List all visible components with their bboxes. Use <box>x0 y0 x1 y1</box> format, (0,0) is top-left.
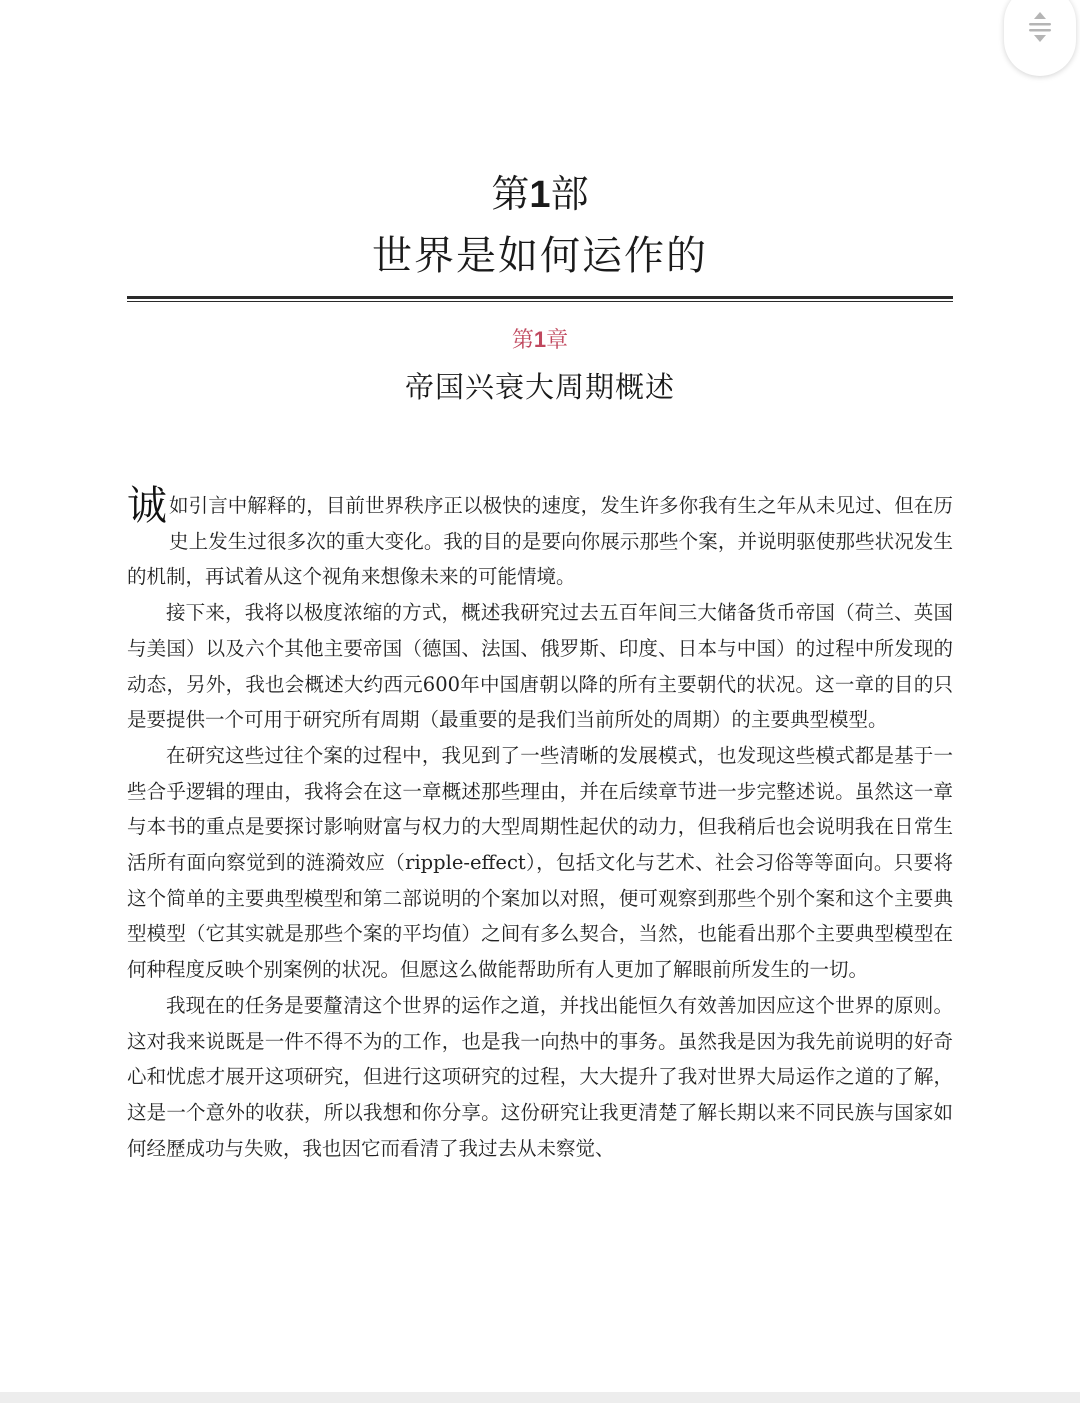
body-text <box>127 483 953 1166</box>
paragraph-2: 接下来，我将以极度浓缩的方式，概述我研究过去五百年间三大储备货币帝国（荷兰、英国与美国）以及六个其他主要帝国（德国、法国、俄罗斯、印度、日本与中国）的过程中所发现的动态，另外，我也会概述大约西元600年中国唐朝以降的所有主要朝代的状况。这一章的目的只是要提供一个可用于研究所有周期（最重要的是我们当前所处的周期）的主要典型模型。 <box>127 601 953 732</box>
paragraph-3: 在研究这些过往个案的过程中，我见到了一些清晰的发展模式，也发现这些模式都是基于一些合乎逻辑的理由，我将会在这一章概述那些理由，并在后续章节进一步完整述说。虽然这一章与本书的重点是要探讨影响财富与权力的大型周期性起伏的动力，但我稍后也会说明我在日常生活所有面向察觉到的涟漪效应（ripple-effect），包括文化与艺术、社会习俗等等面向。只要将这个简单的主要典型模型和第二部说明的个案加以对照，便可观察到那些个别个案和这个主要典型模型（它其实就是那些个案的平均值）之间有多么契合，当然，也能看出那个主要典型模型在何种程度反映个别案例的状况。但愿这么做能帮助所有人更加了解眼前所发生的一切。 <box>127 743 953 982</box>
drop-cap: 诚 <box>127 483 167 529</box>
chapter-title: 帝国兴衰大周期概述 <box>404 370 675 404</box>
bottom-bar <box>0 1392 1080 1403</box>
chapter-number: 1 <box>533 327 547 352</box>
paragraph-4: 我现在的任务是要釐清这个世界的运作之道，并找出能恒久有效善加因应这个世界的原则。这对我来说既是一件不得不为的工作，也是我一向热中的事务。虽然我是因为我先前说明的好奇心和忧虑才展开这项研究，但进行这项研究的过程，大大提升了我对世界大局运作之道的了解，这是一个意外的收获，所以我想和你分享。这份研究让我更清楚了解长期以来不同民族与国家如何经歷成功与失败，我也因它而看清了我过去从未察觉、 <box>127 993 953 1160</box>
paragraph-1-text: 如引言中解释的，目前世界秩序正以极快的速度，发生许多你我有生之年从未见过、但在历史上发生过很多次的重大变化。我的目的是要向你展示那些个案，并说明驱使那些状况发生的机制，再试着从这个视角来想像未来的可能情境。 <box>127 494 953 589</box>
scroll-handle[interactable] <box>1004 0 1076 76</box>
title-divider-thick <box>127 296 953 299</box>
scroll-handle-icon <box>1026 10 1054 44</box>
part-number: 1 <box>529 174 551 216</box>
chapter-prefix: 第 <box>511 328 534 353</box>
paragraph-1 <box>127 483 953 595</box>
part-suffix: 部 <box>550 172 589 216</box>
part-title: 世界是如何运作的 <box>372 233 708 279</box>
title-divider-thin <box>127 301 953 302</box>
part-prefix: 第 <box>491 172 530 216</box>
chapter-label <box>0 324 1080 357</box>
part-label <box>0 168 1080 221</box>
chapter-suffix: 章 <box>546 328 569 353</box>
